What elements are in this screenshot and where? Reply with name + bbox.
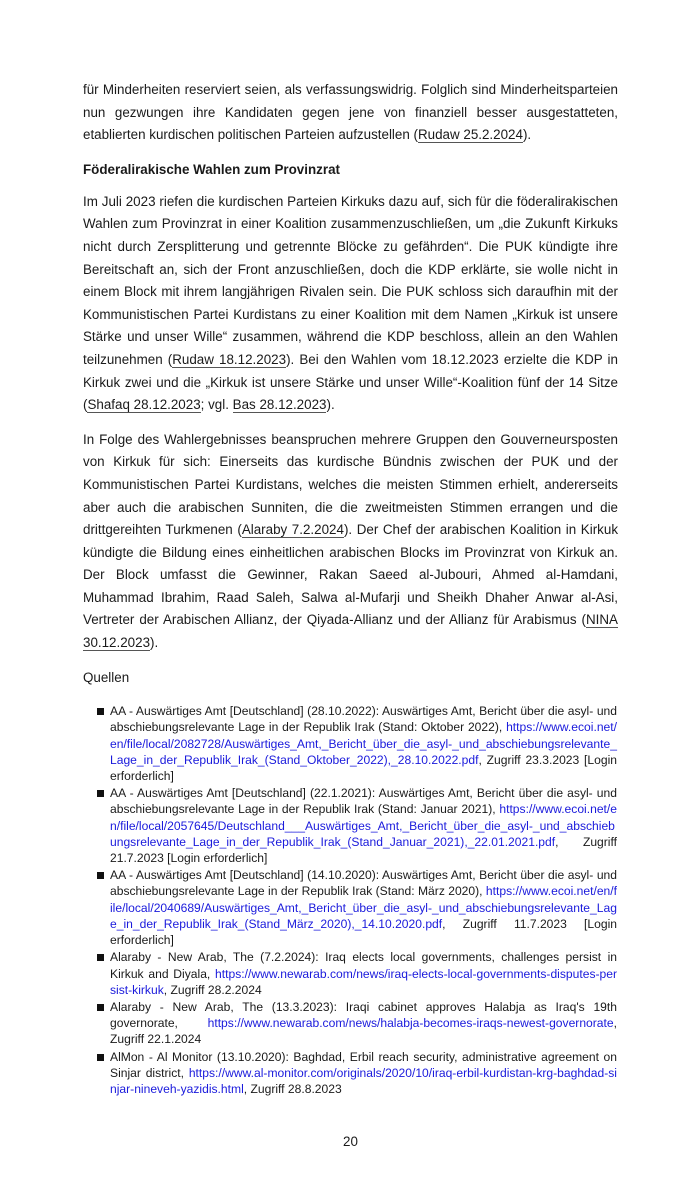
paragraph-text: ). bbox=[150, 635, 159, 651]
source-url[interactable]: https://www.newarab.com/news/iraq-elects-local-governments-disputes-persist-kirkuk bbox=[110, 966, 617, 997]
source-access: , Zugriff 21.7.2023 [Login erforderlich] bbox=[110, 834, 617, 866]
paragraph bbox=[83, 79, 618, 147]
paragraph-group-section bbox=[83, 191, 618, 655]
source-url[interactable]: https://www.al-monitor.com/originals/2020/10/iraq-erbil-kurdistan-krg-baghdad-sinjar-nineveh-yazidis.html bbox=[110, 1065, 617, 1096]
source-text: AA - Auswärtiges Amt [Deutschland] (22.1.2021): Auswärtiges Amt, Bericht über die asyl- und abschiebungsrelevante Lage in der Republik Irak (Stand: Januar 2021), bbox=[110, 786, 617, 817]
source-text: Alaraby - New Arab, The (7.2.2024): Iraq elects local governments, challenges persist in Kirkuk and Diyala, bbox=[110, 950, 617, 981]
source-item bbox=[97, 867, 617, 948]
paragraph-text: ; vgl. bbox=[200, 397, 233, 413]
source-item bbox=[97, 703, 617, 784]
citation-link[interactable]: Alaraby 7.2.2024 bbox=[241, 522, 344, 538]
paragraph-text: ). bbox=[326, 397, 335, 413]
citation-link[interactable]: Shafaq 28.12.2023 bbox=[87, 397, 201, 413]
bullet-icon bbox=[97, 708, 104, 715]
citation-link[interactable]: Rudaw 18.12.2023 bbox=[172, 351, 287, 367]
source-text: Alaraby - New Arab, The (13.3.2023): Iraqi cabinet approves Halabja as Iraq's 19th governorate, bbox=[110, 999, 617, 1031]
source-access: , Zugriff 28.2.2024 bbox=[163, 982, 262, 997]
paragraph-text: In Folge des Wahlergebnisses beanspruchen mehrere Gruppen den Gouverneursposten von Kirkuk für sich: Einerseits das kurdische Bündnis zwischen der PUK und der Kommunistischen Partei Kurdistans, welches die meisten Stimmen erhielt, andererseits aber auch die arabischen Sunniten, die die zweitmeisten Stimmen errangen und die drittgereihten Turkmenen ( bbox=[83, 431, 618, 538]
source-access: , Zugriff 28.8.2023 bbox=[243, 1081, 342, 1096]
source-text: AA - Auswärtiges Amt [Deutschland] (28.10.2022): Auswärtiges Amt, Bericht über die asyl- und abschiebungsrelevante Lage in der Republik Irak (Stand: Oktober 2022), bbox=[110, 704, 617, 735]
paragraph-text: ). Bei den Wahlen vom 18.12.2023 erzielte die KDP in Kirkuk zwei und die „Kirkuk ist unsere Stärke und unser Wille“-Koalition fünf der 14 Sitze ( bbox=[83, 351, 618, 413]
source-url[interactable]: https://www.ecoi.net/en/file/local/2057645/Deutschland___Auswärtiges_Amt,_Bericht_über_die_asyl-_und_abschiebungsrelevante_Lage_in_der_Republik_Irak_(Stand_Januar_2021),_22.01.2021.pdf bbox=[110, 802, 617, 849]
bullet-icon bbox=[97, 954, 104, 961]
source-access: , Zugriff 22.1.2024 bbox=[110, 1016, 617, 1047]
sources-list bbox=[97, 703, 617, 1097]
paragraph-text: ). bbox=[522, 127, 532, 143]
bullet-icon bbox=[97, 790, 104, 797]
paragraph bbox=[83, 191, 618, 417]
bullet-icon bbox=[97, 872, 104, 879]
citation-link[interactable]: Rudaw 25.2.2024 bbox=[417, 127, 523, 143]
source-url[interactable]: https://www.ecoi.net/en/file/local/2082728/Auswärtiges_Amt,_Bericht_über_die_asyl-_und_abschiebungsrelevante_Lage_in_der_Republik_Irak_(Stand_Oktober_2022),_28.10.2022.pdf bbox=[110, 720, 617, 767]
source-item bbox=[97, 785, 617, 866]
source-text: AA - Auswärtiges Amt [Deutschland] (14.10.2020): Auswärtiges Amt, Bericht über die asyl- und abschiebungsrelevante Lage in der Republik Irak (Stand: März 2020), bbox=[110, 868, 617, 899]
source-item bbox=[97, 949, 617, 998]
source-access: , Zugriff 11.7.2023 [Login erforderlich] bbox=[110, 916, 617, 948]
bullet-icon bbox=[97, 1054, 104, 1061]
source-url[interactable]: https://www.ecoi.net/en/file/local/2040689/Auswärtiges_Amt,_Bericht_über_die_asyl-_und_abschiebungsrelevante_Lage_in_der_Republik_Irak_(Stand_März_2020),_14.10.2020.pdf bbox=[110, 884, 617, 931]
source-text: AlMon - Al Monitor (13.10.2020): Baghdad, Erbil reach security, administrative agreement on Sinjar district, bbox=[110, 1049, 617, 1080]
page-number: 20 bbox=[343, 1134, 358, 1150]
paragraph-text: ). Der Chef der arabischen Koalition in Kirkuk kündigte die Bildung eines einheitlichen arabischen Blocks im Provinzrat von Kirkuk an. Der Block umfasst die Gewinner, Rakan Saeed al-Jubouri, Ahmed al-Hamdani, Muhammad Ibrahim, Raad Saleh, Salwa al-Mufarji und Sheikh Dhaher Anwar al-Asi, Vertreter der Arabischen Allianz, der Qiyada-Allianz und der Allianz für Arabismus ( bbox=[83, 522, 619, 628]
source-access: , Zugriff 23.3.2023 [Login erforderlich] bbox=[110, 752, 617, 784]
bullet-icon bbox=[97, 1004, 104, 1011]
paragraph-group-intro bbox=[83, 79, 618, 147]
source-item bbox=[97, 1049, 617, 1098]
source-item bbox=[97, 999, 617, 1048]
paragraph-text: Im Juli 2023 riefen die kurdischen Parteien Kirkuks dazu auf, sich für die föderalirakischen Wahlen zum Provinzrat in einer Koalition zusammenzuschließen, um „die Zukunft Kirkuks nicht durch Zersplitterung und getrennte Blöcke zu gefährden“. Die PUK kündigte ihre Bereitschaft an, sich der Front anzuschließen, doch die KDP erklärte, sie wolle nicht in einem Block mit ihrem langjährigen Rivalen sein. Die PUK schloss sich daraufhin mit der Kommunistischen Partei Kurdistans zu einer Koalition mit dem Namen „Kirkuk ist unsere Stärke und unser Wille“ zusammen, während die KDP beschloss, allein an den Wahlen teilzunehmen ( bbox=[83, 193, 618, 367]
paragraph-text: für Minderheiten reserviert seien, als verfassungswidrig. Folglich sind Minderheitsparteien nun gezwungen ihre Kandidaten gegen jene von finanziell besser ausgestatteten, etablierten kurdischen politischen Parteien aufzustellen ( bbox=[83, 82, 618, 143]
document-body bbox=[83, 79, 618, 689]
paragraph bbox=[83, 429, 618, 655]
source-url[interactable]: https://www.newarab.com/news/halabja-becomes-iraqs-newest-governorate bbox=[207, 1016, 614, 1031]
section-heading: Föderalirakische Wahlen zum Provinzrat bbox=[83, 161, 340, 177]
citation-link[interactable]: Bas 28.12.2023 bbox=[232, 397, 327, 413]
citation-link[interactable]: NINA 30.12.2023 bbox=[83, 612, 618, 651]
sources-label: Quellen bbox=[83, 669, 130, 685]
